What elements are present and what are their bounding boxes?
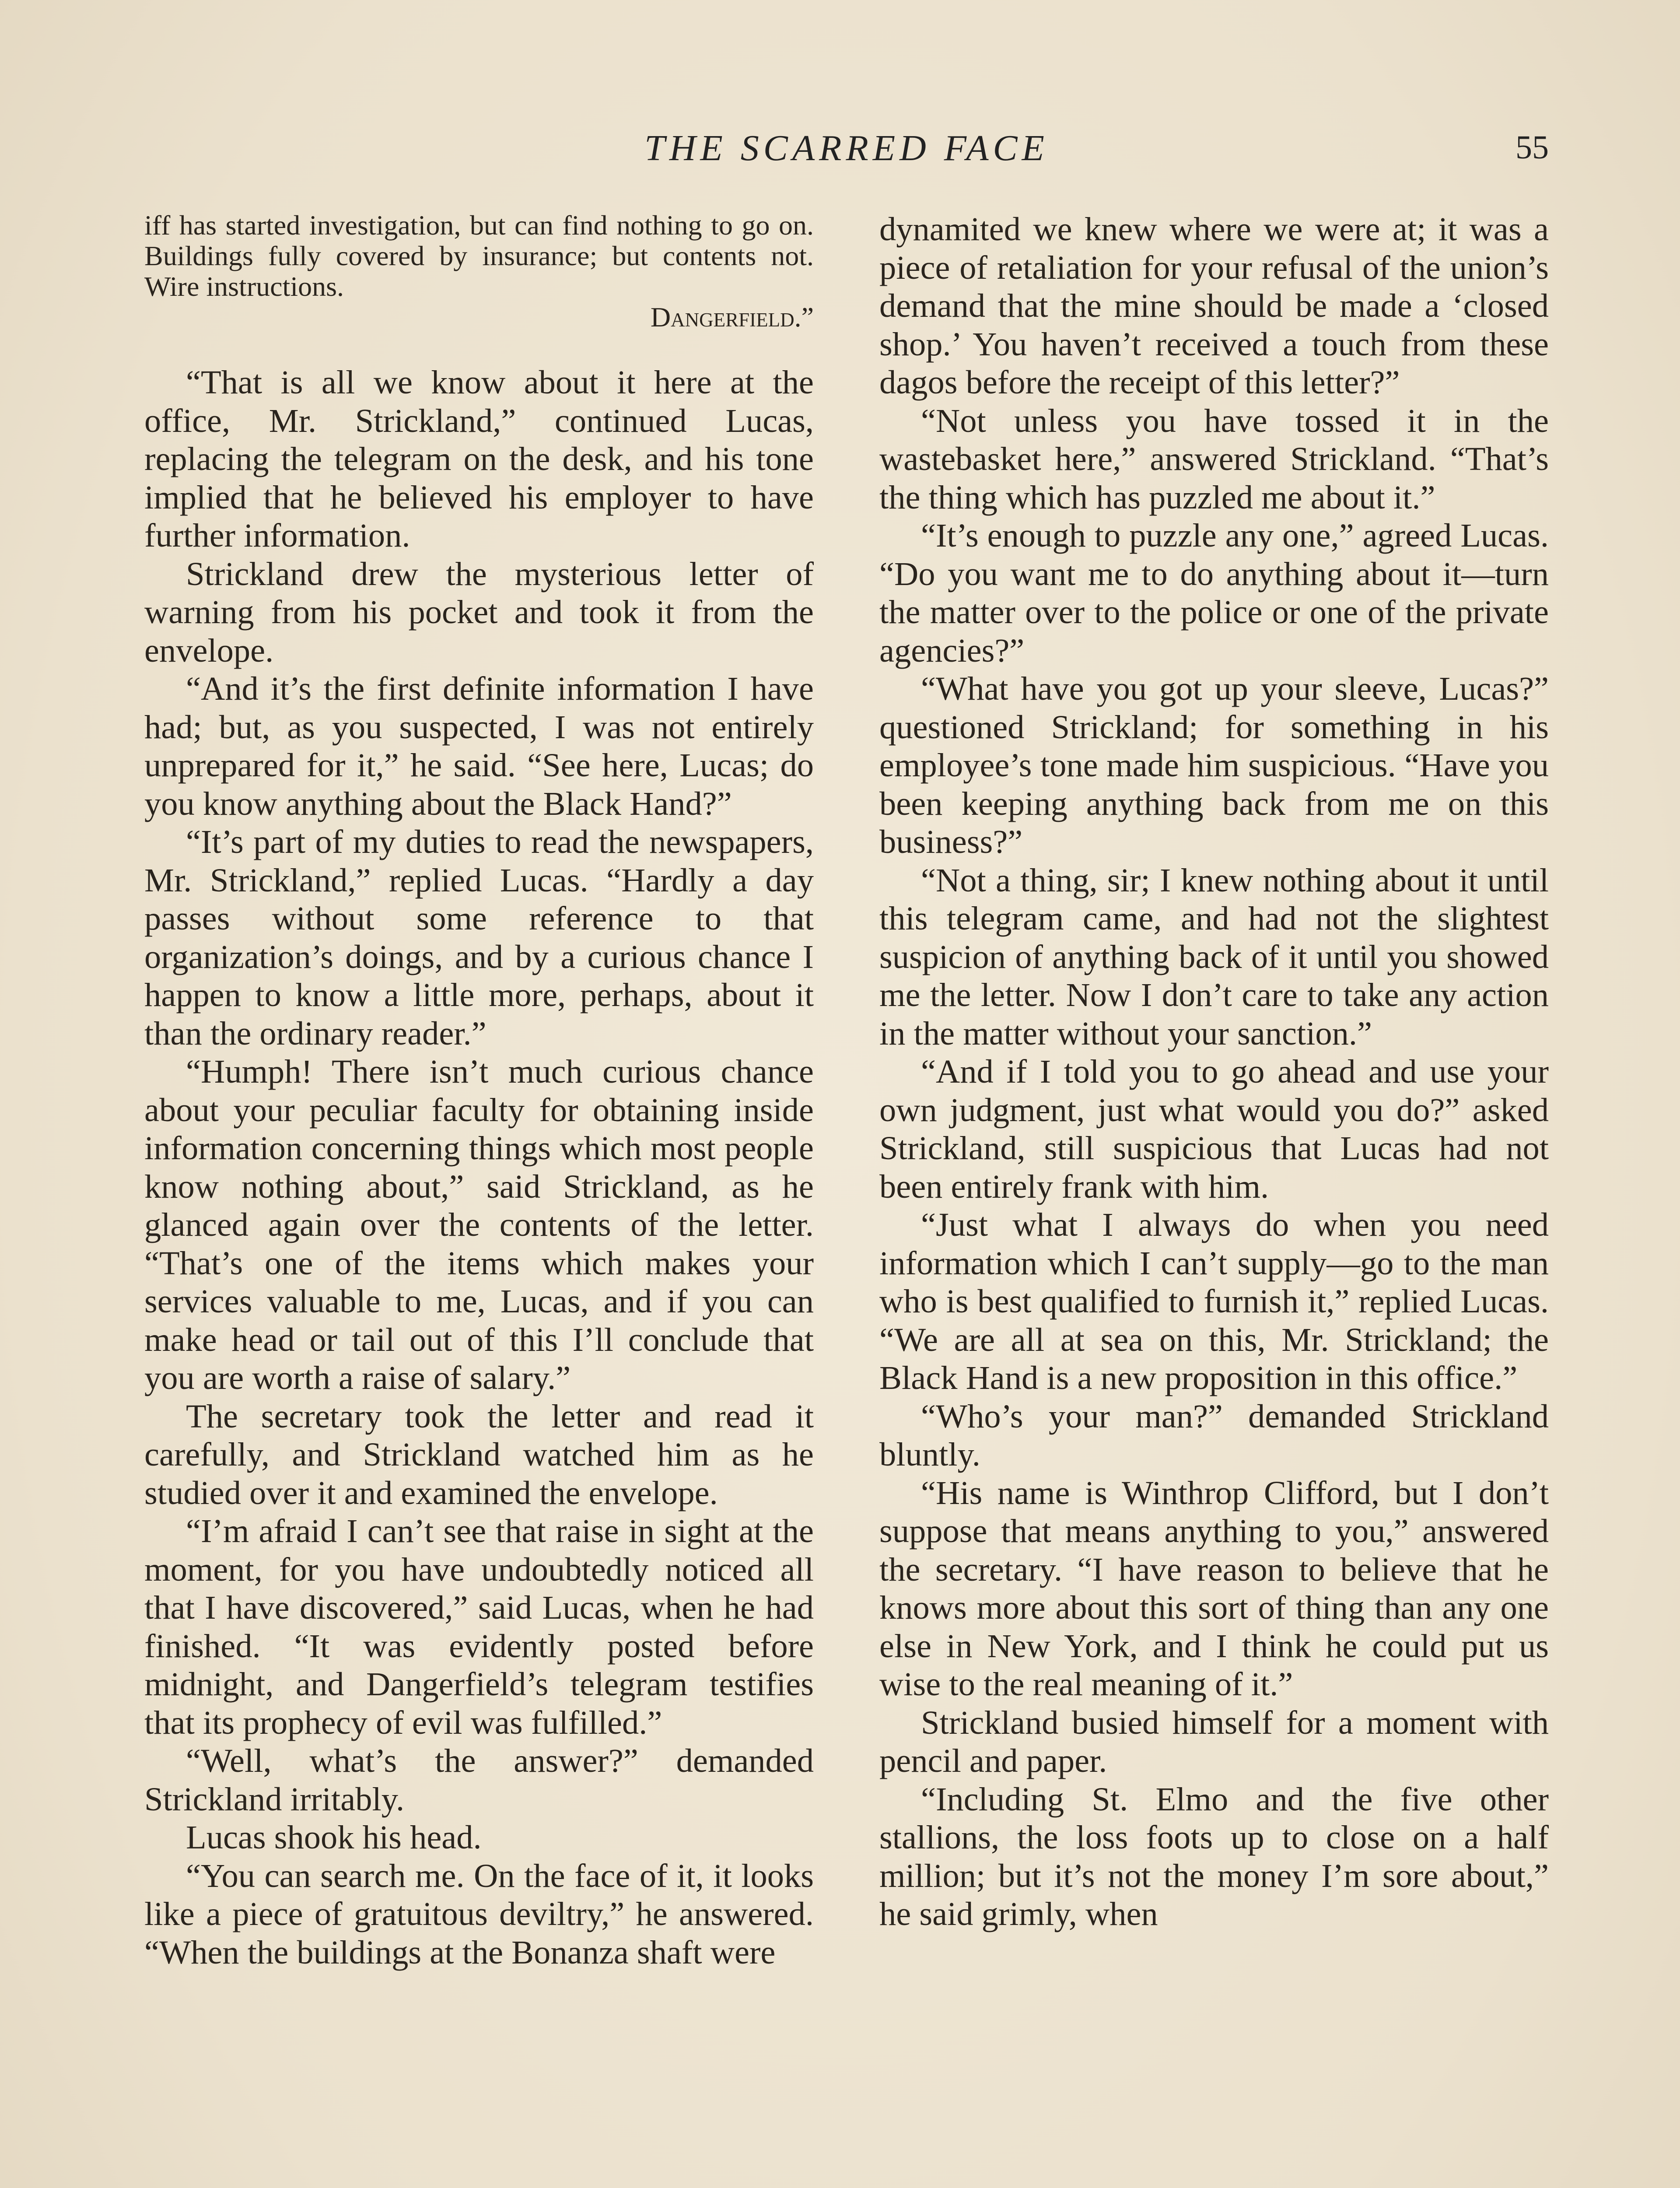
paragraph: “It’s part of my duties to read the newspapers, Mr. Strickland,” replied Lucas. “Hardly a day passes without some reference to that organization’s doings, and by a curious chance I happen to know a little more, perhaps, about it than the ordinary reader.” [144, 823, 814, 1052]
paragraph: “Just what I always do when you need information which I can’t supply—go to the man who is best qualified to furnish it,” replied Lucas. “We are all at sea on this, Mr. Strickland; the Black Hand is a new proposition in this office.” [879, 1206, 1549, 1396]
telegram-text: iff has started investigation, but can find nothing to go on. Buildings fully covered by insurance; but contents not. Wire instructions. Dangerfield.” [144, 210, 814, 333]
paragraph: “Who’s your man?” demanded Strickland bluntly. [879, 1397, 1549, 1473]
paragraph: Lucas shook his head. [186, 1819, 482, 1856]
paragraph: “You can search me. On the face of it, it looks like a piece of gratuitous deviltry,” he answered. “When the buildings at the Bonanza shaft were [144, 1857, 814, 1971]
paragraph: “And it’s the first definite information I have had; but, as you suspected, I was not entirely unprepared for it,” he said. “See here, Lucas; do you know anything about the Black Hand?” [144, 670, 814, 822]
paragraph: “It’s enough to puzzle any one,” agreed Lucas. “Do you want me to do anything about it—turn the matter over to the police or one of the private agencies?” [879, 517, 1549, 669]
paragraph-continued: dynamited we knew where we were at; it was a piece of retaliation for your refusal of the union’s demand that the mine should be made a ‘closed shop.’ You haven’t received a touch from these dagos before the receipt of this letter?” [879, 210, 1549, 401]
right-column [879, 210, 1549, 2188]
paragraph: The secretary took the letter and read it carefully, and Strickland watched him as he studied over it and examined the envelope. [144, 1397, 814, 1511]
text-columns [144, 210, 1549, 2188]
left-column [144, 210, 814, 2188]
chapter-title: THE SCARRED FACE [644, 128, 1049, 168]
telegram-signature: Dangerfield.” [650, 302, 814, 333]
paragraph: Strickland busied himself for a moment with pencil and paper. [879, 1704, 1549, 1779]
paragraph: “I’m afraid I can’t see that raise in sight at the moment, for you have undoubtedly noticed all that I have discovered,” said Lucas, when he had finished. “It was evidently posted before midnight, and Dangerfield’s telegram testifies that its prophecy of evil was fulfilled.” [144, 1512, 814, 1741]
paragraph: “Not a thing, sir; I knew nothing about it until this telegram came, and had not the slightest suspicion of anything back of it until you showed me the letter. Now I don’t care to take any action in the matter without your sanction.” [879, 861, 1549, 1052]
paragraph: “Not unless you have tossed it in the wastebasket here,” answered Strickland. “That’s the thing which has puzzled me about it.” [879, 402, 1549, 516]
paragraph: Strickland drew the mysterious letter of warning from his pocket and took it from the envelope. [144, 555, 814, 669]
paragraph: “And if I told you to go ahead and use your own judgment, just what would you do?” asked Strickland, still suspicious that Lucas had not been entirely frank with him. [879, 1053, 1549, 1205]
paragraph: “That is all we know about it here at the office, Mr. Strickland,” continued Lucas, replacing the telegram on the desk, and his tone implied that he believed his employer to have further information. [144, 364, 814, 554]
paragraph: “Humph! There isn’t much curious chance about your peculiar faculty for obtaining inside information concerning things which most people know nothing about,” said Strickland, as he glanced again over the contents of the letter. “That’s one of the items which makes your services valuable to me, Lucas, and if you can make head or tail out of this I’ll conclude that you are worth a raise of salary.” [144, 1053, 814, 1396]
running-head [144, 127, 1549, 179]
page-number: 55 [1516, 129, 1549, 166]
paragraph: “What have you got up your sleeve, Lucas?” questioned Strickland; for something in his employee’s tone made him suspicious. “Have you been keeping anything back from me on this business?” [879, 670, 1549, 860]
paragraph: “Well, what’s the answer?” demanded Strickland irritably. [144, 1742, 814, 1818]
paragraph: “His name is Winthrop Clifford, but I don’t suppose that means anything to you,” answered the secretary. “I have reason to believe that he knows more about this sort of thing than any one else in New York, and I think he could put us wise to the real meaning of it.” [879, 1474, 1549, 1703]
paragraph: “Including St. Elmo and the five other stallions, the loss foots up to close on a half million; but it’s not the money I’m sore about,” he said grimly, when [879, 1780, 1549, 1932]
